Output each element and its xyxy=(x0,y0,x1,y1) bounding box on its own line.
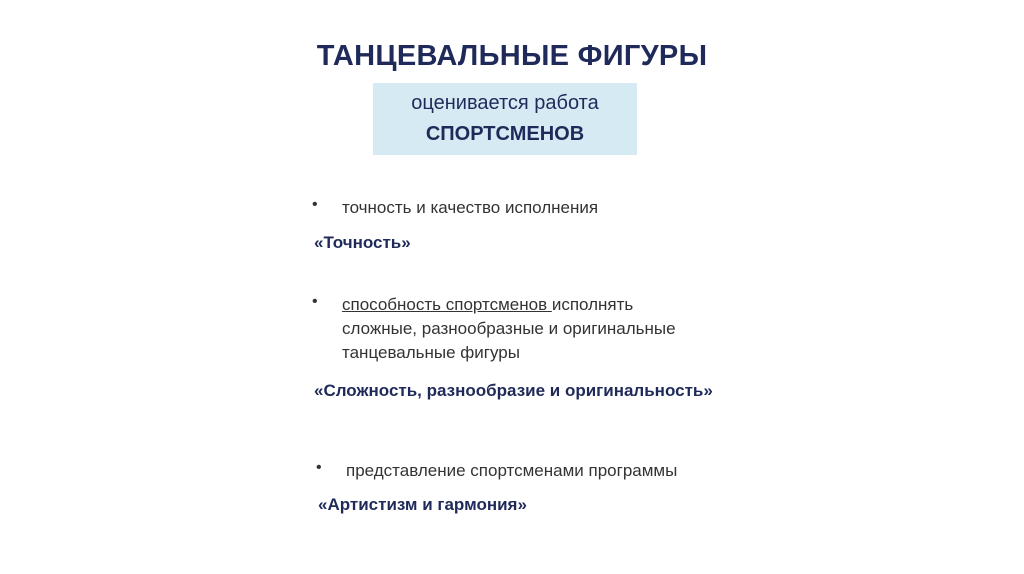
item-1-line-1: точность и качество исполнения xyxy=(342,198,599,217)
bullet-marker: • xyxy=(312,293,318,310)
bullet-marker: • xyxy=(312,196,318,213)
subtitle-box xyxy=(373,83,637,155)
item-3-text xyxy=(346,459,677,483)
bullet-marker: • xyxy=(316,459,322,476)
item-1-text xyxy=(342,196,598,220)
item-3-criterion: «Артистизм и гармония» xyxy=(318,495,527,514)
item-2-line-3: танцевальные фигуры xyxy=(342,343,520,362)
subtitle-line-2: СПОРТСМЕНОВ xyxy=(425,123,585,145)
item-3-line-1: представление спортсменами программы xyxy=(346,461,678,480)
item-2-underlined-text: способность спортсменов xyxy=(342,295,552,314)
slide-title: ТАНЦЕВАЛЬНЫЕ ФИГУРЫ xyxy=(316,40,708,72)
item-2-criterion: «Сложность, разнообразие и оригинальность» xyxy=(314,381,713,400)
item-1-criterion: «Точность» xyxy=(314,233,411,252)
item-2-text xyxy=(342,293,676,365)
item-2-line-1-rest: исполнять xyxy=(551,295,634,314)
item-2-line-2: сложные, разнообразные и оригинальные xyxy=(342,319,676,338)
item-2-line-1 xyxy=(342,293,676,317)
subtitle-line-1: оценивается работа xyxy=(411,92,599,114)
